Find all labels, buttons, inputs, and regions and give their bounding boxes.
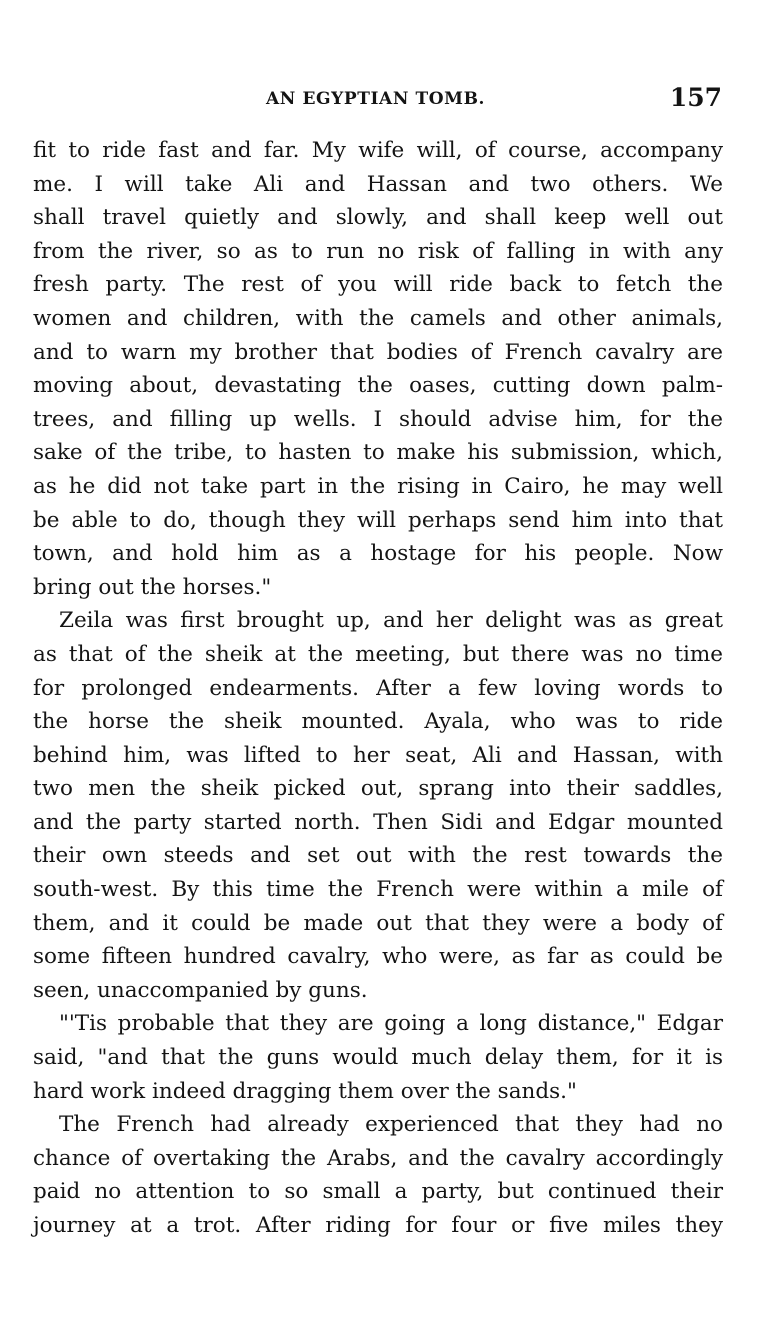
- text-line: some fifteen hundred cavalry, who were, as far as could be: [33, 944, 723, 970]
- text-line: shall travel quietly and slowly, and shall keep well out: [33, 205, 723, 231]
- text-line: two men the sheik picked out, sprang into their saddles,: [33, 776, 723, 802]
- text-line: as he did not take part in the rising in Cairo, he may well: [33, 473, 723, 499]
- text-line: trees, and filling up wells. I should advise him, for the: [33, 406, 723, 432]
- text-line: women and children, with the camels and other animals,: [33, 305, 723, 331]
- text-line: behind him, was lifted to her seat, Ali and Hassan, with: [33, 742, 723, 768]
- text-line: fresh party. The rest of you will ride back to fetch the: [33, 272, 723, 298]
- text-line: south-west. By this time the French were within a mile of: [33, 877, 723, 903]
- text-line: seen, unaccompanied by guns.: [33, 977, 368, 1003]
- text-line: Zeila was first brought up, and her delight was as great: [59, 608, 723, 634]
- text-line: them, and it could be made out that they were a body of: [33, 910, 723, 936]
- text-line: hard work indeed dragging them over the sands.": [33, 1078, 577, 1104]
- text-line: the horse the sheik mounted. Ayala, who was to ride: [33, 709, 723, 735]
- text-line: from the river, so as to run no risk of falling in with any: [33, 238, 723, 264]
- text-line: their own steeds and set out with the rest towards the: [33, 843, 723, 869]
- text-line: paid no attention to so small a party, but continued their: [33, 1179, 723, 1205]
- text-line: be able to do, though they will perhaps send him into that: [33, 507, 723, 533]
- page-number: 157: [669, 83, 722, 112]
- text-line: said, "and that the guns would much delay them, for it is: [33, 1045, 723, 1071]
- text-line: moving about, devastating the oases, cutting down palm-: [33, 373, 723, 399]
- text-line: chance of overtaking the Arabs, and the cavalry accordingly: [33, 1145, 723, 1171]
- text-line: bring out the horses.": [33, 574, 272, 600]
- running-title: AN EGYPTIAN TOMB.: [266, 89, 486, 109]
- body-text: [33, 134, 723, 1243]
- text-line: "'Tis probable that they are going a long distance," Edgar: [59, 1011, 723, 1037]
- text-line: journey at a trot. After riding for four or five miles they: [33, 1213, 723, 1238]
- text-line: and to warn my brother that bodies of French cavalry are: [33, 339, 723, 365]
- text-line: sake of the tribe, to hasten to make his submission, which,: [33, 440, 723, 466]
- text-line: as that of the sheik at the meeting, but there was no time: [33, 641, 723, 667]
- text-line: me. I will take Ali and Hassan and two others. We: [33, 171, 723, 197]
- text-line: fit to ride fast and far. My wife will, of course, accompany: [33, 138, 723, 163]
- text-line: for prolonged endearments. After a few loving words to: [33, 675, 723, 701]
- text-line: The French had already experienced that they had no: [59, 1112, 723, 1138]
- text-line: town, and hold him as a hostage for his people. Now: [33, 541, 723, 567]
- text-line: and the party started north. Then Sidi and Edgar mounted: [33, 809, 723, 835]
